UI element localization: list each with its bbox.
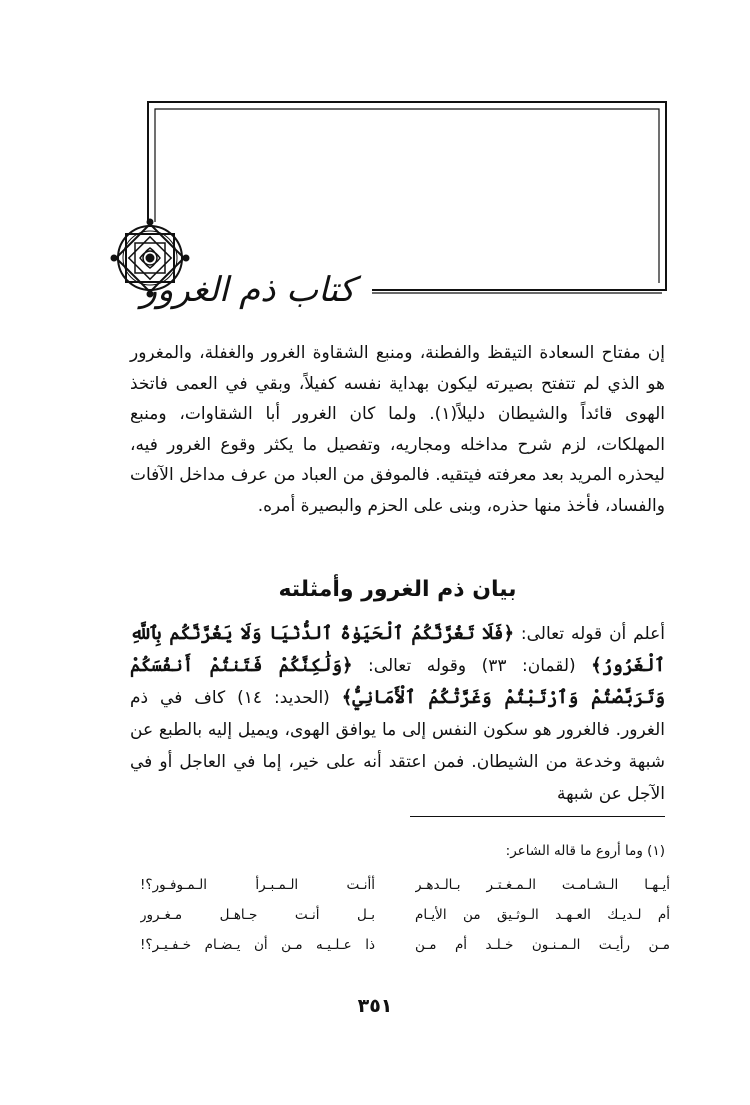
section-heading: بيان ذم الغرور وأمثلته: [278, 577, 517, 602]
poem-verse: [140, 870, 670, 900]
verse-first-hemistich: أم لـديـك العـهـد الـوثـيق من الأيـام: [415, 907, 670, 923]
section-text-part-1: أعلم أن قوله تعالى:: [514, 624, 665, 644]
chapter-frame-ornament: [0, 0, 750, 340]
quran-quote-luqman: ﴿فَلَا تَغُرَّنَّكُمُ ٱلْحَيَوٰةُ ٱلدُّنْيَا وَلَا يَغُرَّنَّكُم بِٱللَّهِ ٱلْغَرُورُ﴾: [130, 623, 665, 676]
section-paragraph: [130, 618, 665, 810]
section-text-part-3: (الحديد: ١٤) كاف في ذم الغرور. فالغرور هو سكون النفس إلى ما يوافق الهوى، ويميل إليه بالطبع عن شبهة وخدعة من الشيطان. فمن اعتقد أنه على خير، إما في العاجل أو في الآجل عن شبهة: [130, 688, 665, 804]
poem-verse: [140, 900, 670, 930]
footnote-separator: [410, 816, 665, 817]
intro-paragraph: [130, 338, 665, 521]
footnote-intro: (١) وما أروع ما قاله الشاعر:: [505, 843, 665, 859]
section-text: [130, 618, 665, 810]
chapter-title: كتاب ذم الغرور: [140, 270, 355, 310]
verse-first-hemistich: مـن رأيـت الـمـنـون خـلـد أم مـن: [415, 937, 670, 953]
page-number: ٣٥١: [357, 995, 393, 1017]
intro-text: إن مفتاح السعادة التيقظ والفطنة، ومنبع الشقاوة الغرور والغفلة، والمغرور هو الذي لم تتفتح بصيرته ليكون بهداية نفسه كفيلاً، وبقي في العمى فاتخذ الهوى قائداً والشيطان دليلاً(١). ولما كان الغرور أبا الشقاوات، ومنبع المهلكات، لزم شرح مداخله ومجاريه، وتفصيل ما يكثر وقوع الغرور فيه، ليحذره المريد بعد معرفته فيتقيه. فالموفق من العباد من عرف مداخل الآفات والفساد، فأخذ منها حذره، وبنى على الحزم والبصيرة أمره.: [130, 343, 665, 516]
verse-first-hemistich: أيـهـا الـشـامـت الـمـغـتـر بـالـدهـر: [415, 877, 670, 893]
section-text-part-2: (لقمان: ٣٣) وقوله تعالى:: [352, 656, 592, 676]
verse-second-hemistich: أأنـت الـمـبـرأ الـمـوفـور؟!: [140, 877, 375, 893]
verse-second-hemistich: ذا عـلـيـه مـن أن يـضـام خـفـيـر؟!: [140, 937, 375, 953]
verse-second-hemistich: بـل أنـت جـاهـل مـغـرور: [140, 907, 375, 923]
poem-verse: [140, 930, 670, 960]
quran-quote-hadid: ﴿وَلَٰكِنَّكُمْ فَتَنتُمْ أَنفُسَكُمْ وَتَرَبَّصْتُمْ وَٱرْتَبْتُمْ وَغَرَّتْكُمُ ٱلْأَمَانِيُّ﴾: [130, 655, 665, 708]
